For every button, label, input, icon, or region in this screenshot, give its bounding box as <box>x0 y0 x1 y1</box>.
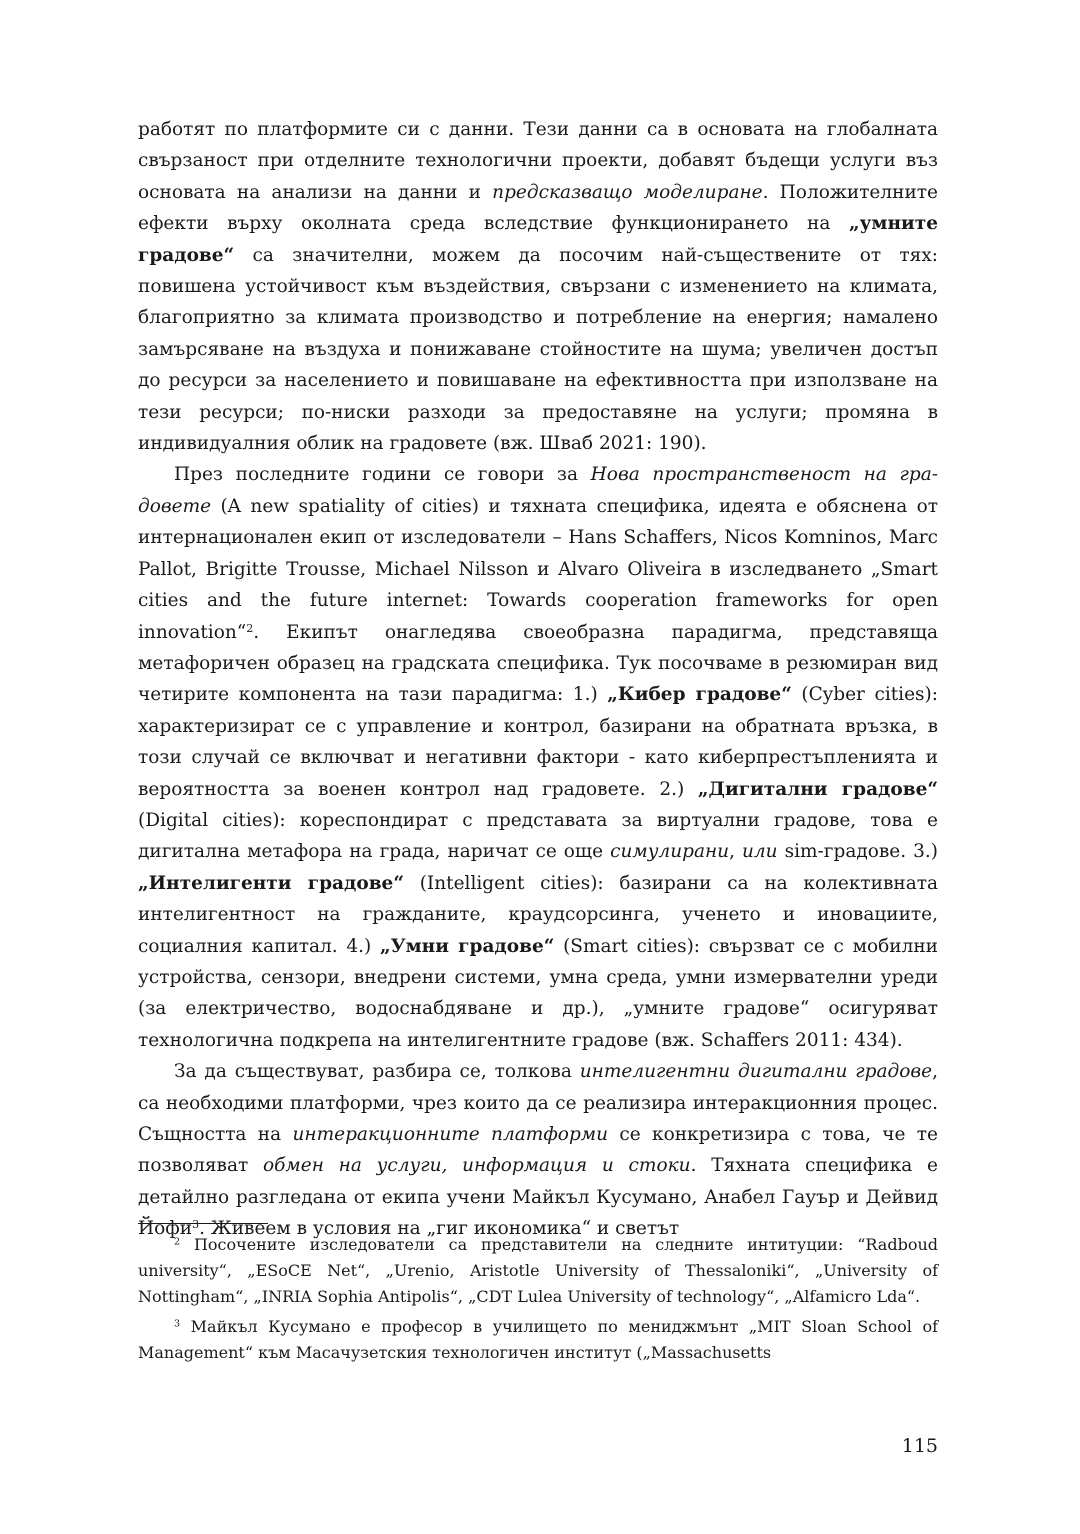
text-run: За да съществуват, разбира се, толкова <box>174 1061 580 1083</box>
text-run: . Положителните ефекти върху околната среда вследствие функционирането на <box>138 181 938 235</box>
bold-term: „Умни градове“ <box>379 935 555 957</box>
text-run: (A new spatiality of cities) и тяхната специфика, идеята е обяснена от интернационален екип от изследователи – Hans Schaffers, Nicos Komninos, Marc Pallot, Brigitte Trousse, Michael Nilsson и Alvaro Oliveira в изследването „Smart cities and the future internet: Towards cooperation frameworks for open innovation“ <box>138 495 938 643</box>
italic-term: симулирани <box>610 841 730 863</box>
text-run: . Екипът онагледява своеобразна парадигма, представяща метафоричен образец на градската специфика. Тук посочваме в резюмиран вид четирите компонента на тази парадигма: 1.) <box>138 621 938 706</box>
bold-term: „Дигитални градове“ <box>697 778 938 800</box>
text-run: , са необходими платформи, чрез които да се реализира интеракционния процес. Същността на <box>138 1061 938 1145</box>
italic-term: интеракционните платформи <box>292 1124 609 1145</box>
bold-term: „Кибер градове“ <box>607 684 792 706</box>
footnote-separator <box>138 1223 268 1224</box>
text-run: работят по платформите си с данни. Тези данни са в основата на глобалната свързаност при отделните технологични проекти, добавят бъдещи услуги въз основата на анализи на данни и <box>138 119 938 203</box>
footnotes <box>138 1232 938 1370</box>
text-run: (Cyber cities): характеризират се с управление и контрол, базирани на обратната връзка, в този случай се включват и негативни фактори - като киберпрестъпленията и вероятността за военен контрол над градовете. 2.) <box>138 684 938 800</box>
footnote <box>138 1314 938 1366</box>
text-run: (Digital cities): кореспондират с представата за виртуални градове, това е дигитална метафора на града, наричат се още <box>138 809 938 863</box>
italic-term: обмен на услуги, информация и стоки <box>262 1155 691 1177</box>
text-run: са значителни, можем да посочим най-съществените от тях: повишена устойчивост към въздействия, свързани с изменението на климата, благоприятно за климата производство и потребление на енергия; намалено замърсяване на въздуха и понижаване стойностите на шума; увеличен достъп до ресурси за населението и повишаване на ефективността при използване на тези ресурси; по-ниски разходи за предоставяне на услуги; промяна в индивидуалния облик на градовете (вж. Шваб 2021: 190). <box>138 244 938 455</box>
footnote-ref: 3 <box>192 1218 200 1232</box>
main-body-text <box>138 114 938 1245</box>
bold-term: „умните градове“ <box>138 213 938 266</box>
paragraph <box>138 1056 938 1244</box>
text-run: (Smart cities): свързват се с мобилни устройства, сензори, внедрени системи, умна среда, умни измервателни уреди (за електричество, водоснабдяване и др.), „умните градове“ осигуряват технологична подкрепа на интелигентните градове (вж. Schaffers 2011: 434). <box>138 935 939 1051</box>
footnote <box>138 1232 938 1310</box>
text-run: . Тяхната специфика е детайлно разгледана от екипа учени Майкъл Кусумано, Анабел Гауър и Дейвид Йофи <box>138 1155 938 1240</box>
text-run: (Intelligent cities): базирани са на колективната интелигентност на гражданите, краудсорсинга, ученето и иновациите, социалния капитал. 4.) <box>138 872 938 957</box>
paragraph <box>138 459 938 1056</box>
bold-term: „Интелигенти градове“ <box>138 872 404 894</box>
footnote-ref: 3 <box>174 1318 181 1330</box>
footnote-ref: 2 <box>246 621 254 635</box>
paragraph <box>138 114 938 459</box>
text-run: sim-градове. 3.) <box>777 841 939 863</box>
italic-term: предсказващо моделиране <box>492 181 763 203</box>
footnote-ref: 2 <box>174 1236 181 1248</box>
italic-term: или <box>741 841 778 863</box>
text-run: , <box>729 841 742 863</box>
text-run: . Живеем в условия на „гиг икономика“ и светът <box>199 1218 680 1240</box>
italic-term: Нова пространственост на градовете <box>138 464 938 517</box>
text-run: Майкъл Кусумано е професор в училището по мениджмънт „MIT Sloan School of Management“ към Масачузетския технологичен институт („Massachusetts <box>138 1317 938 1362</box>
text-run: Посочените изследователи са представители на следните интитуции: “Radboud university“, „ESoCE Net“, „Urenio, Aristotle University of Thessaloniki“, „University of Nottingham“, „INRIA Sophia Antipolis“, „CDT Lulea University of technology“, „Alfamicro Lda“. <box>138 1235 938 1306</box>
text-run: През последните години се говори за <box>174 464 591 486</box>
text-run: се конкретизира с това, че те позволяват <box>138 1124 938 1177</box>
italic-term: интелигентни дигитални градове <box>579 1061 933 1083</box>
page-number: 115 <box>901 1435 938 1457</box>
